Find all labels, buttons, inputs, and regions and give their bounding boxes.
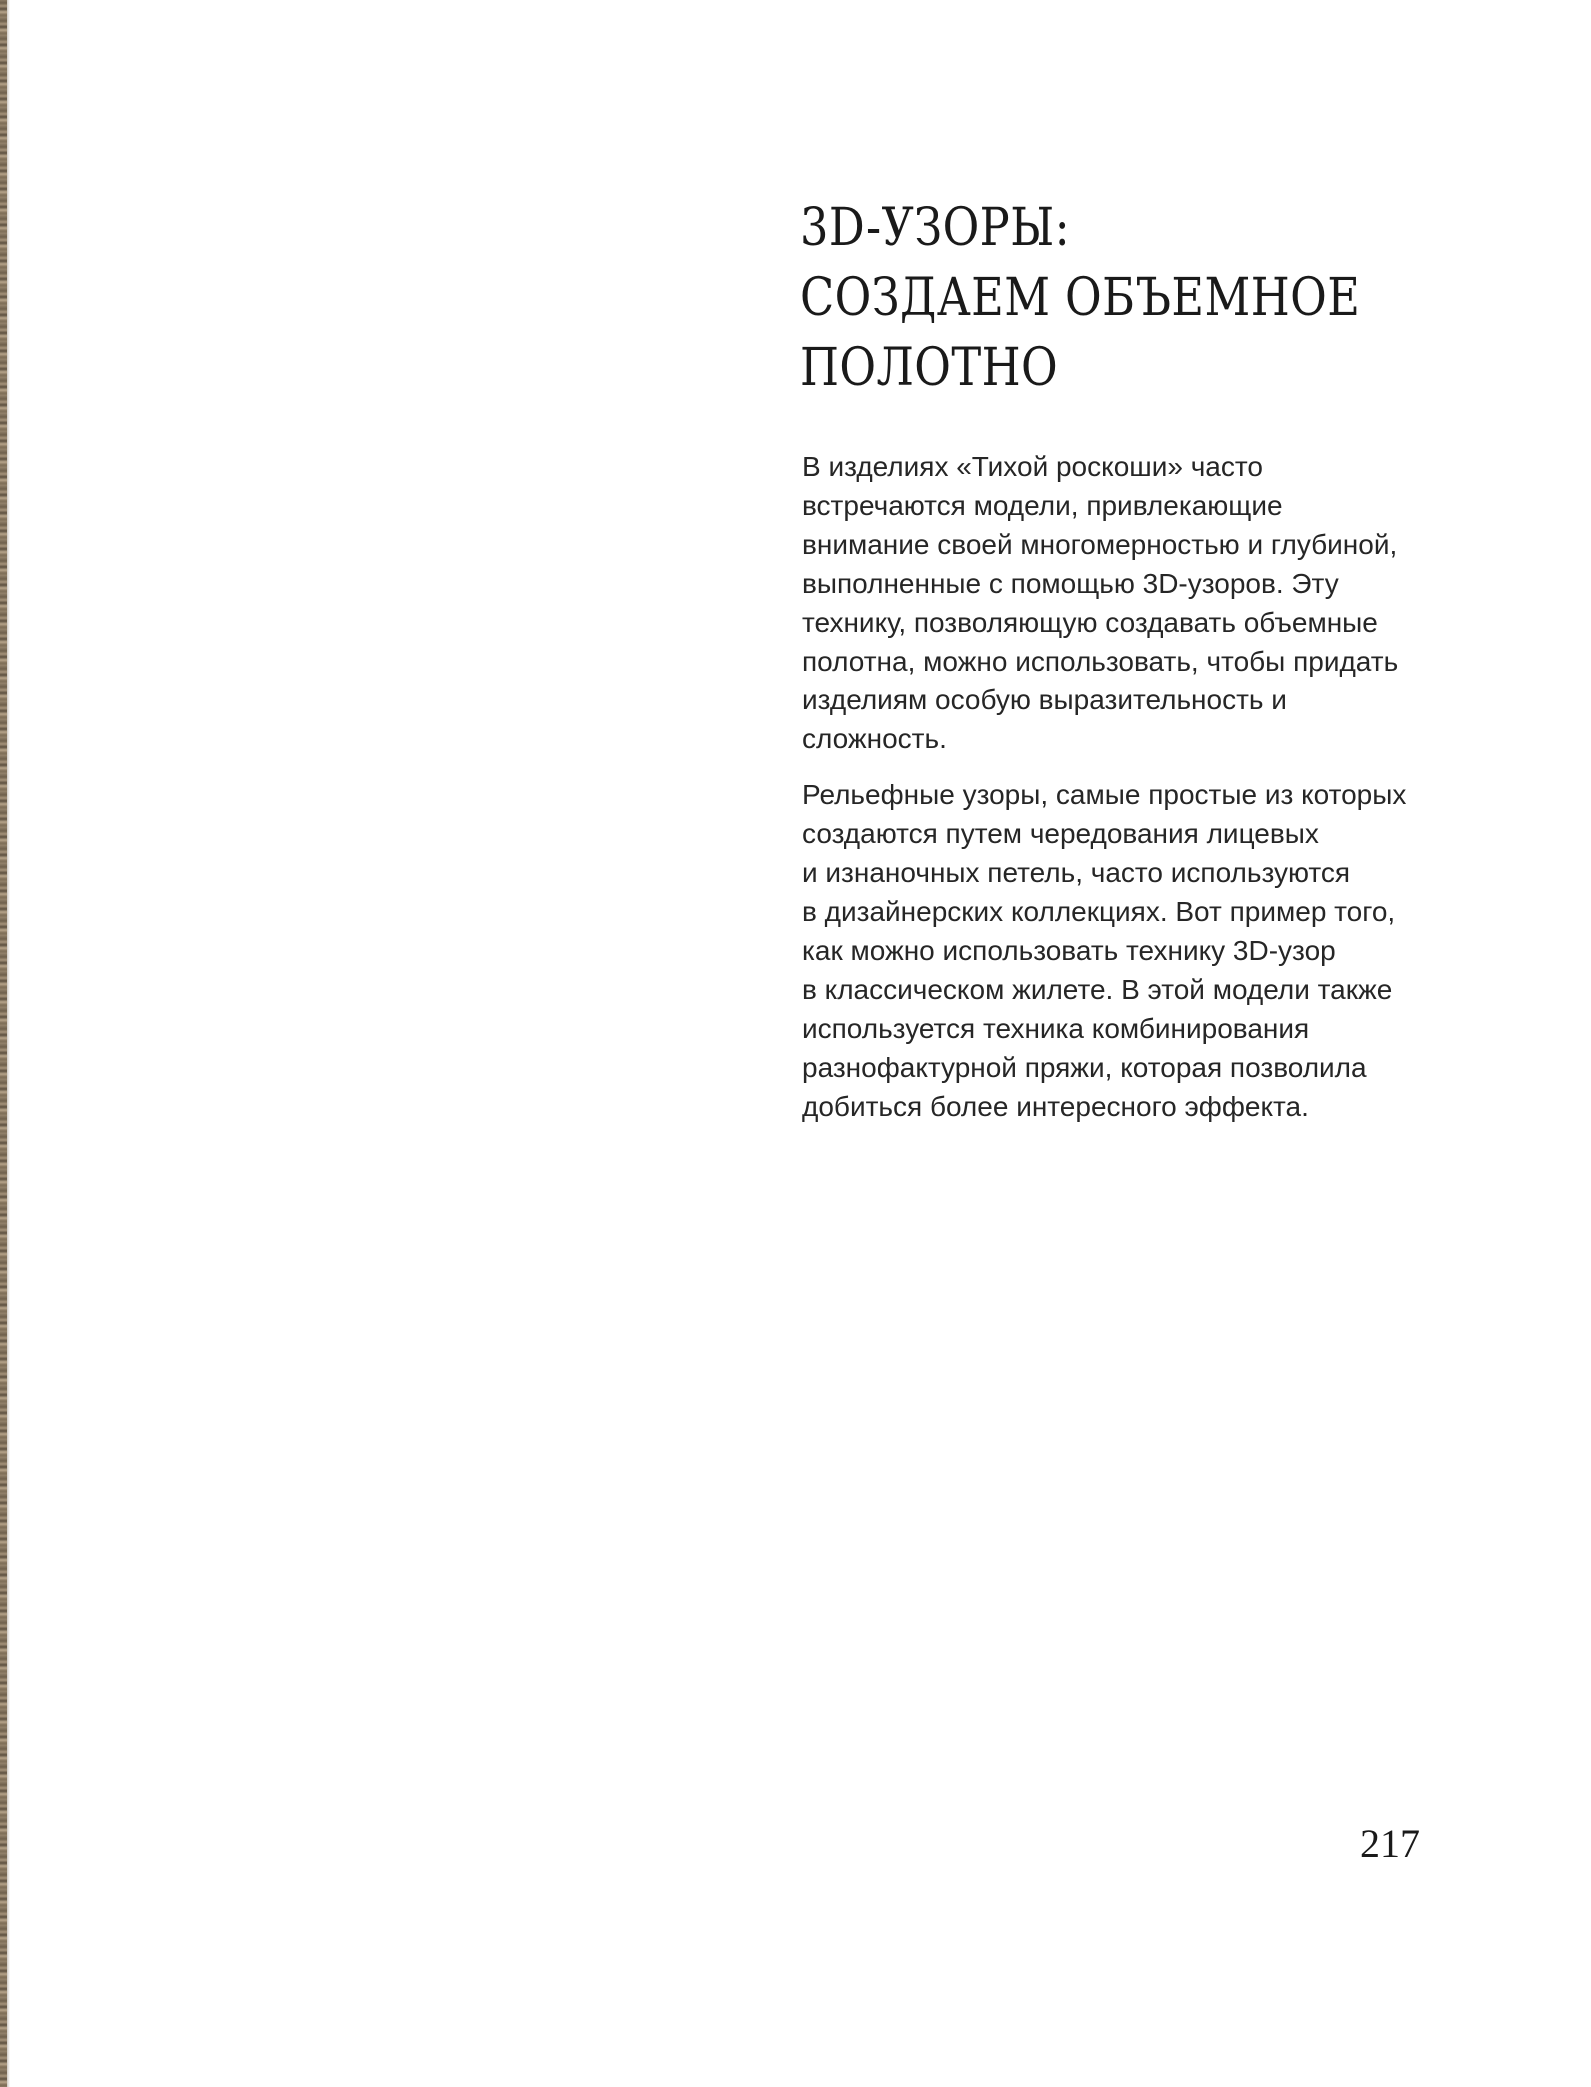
text-line: разнофактурной пряжи, которая позволила <box>802 1051 1367 1083</box>
page-edge <box>0 0 7 2087</box>
page-title <box>800 193 1419 403</box>
text-line: добиться более интересного эффекта. <box>802 1090 1309 1122</box>
text-line: технику, позволяющую создавать объемные <box>802 606 1378 638</box>
text-line: изделиям особую выразительность и <box>802 684 1287 716</box>
page-number: 217 <box>1360 1821 1420 1866</box>
paragraph <box>802 776 1407 1126</box>
text-line: и изнаночных петель, часто используются <box>802 857 1351 889</box>
text-line: В изделиях «Тихой роскоши» часто <box>802 451 1263 482</box>
text-line: Рельефные узоры, самые простые из которых <box>802 779 1407 811</box>
title-line: ПОЛОТНО <box>800 338 1059 398</box>
text-line: в дизайнерских коллекциях. Вот пример того, <box>802 895 1396 927</box>
title-line: СОЗДАЕМ ОБЪЕМНОЕ <box>800 268 1361 328</box>
text-line: используется техника комбинирования <box>802 1012 1310 1044</box>
text-line: выполненные с помощью 3D-узоров. Эту <box>802 567 1339 599</box>
text-line: полотна, можно использовать, чтобы придать <box>802 645 1399 677</box>
text-line: создаются путем чередования лицевых <box>802 818 1319 850</box>
text-line: как можно использовать технику 3D-узор <box>802 934 1336 966</box>
body-text <box>802 448 1407 1143</box>
paragraph <box>802 448 1402 759</box>
text-line: внимание своей многомерностью и глубиной, <box>802 528 1398 560</box>
text-line: сложность. <box>802 723 947 755</box>
text-line: в классическом жилете. В этой модели также <box>802 973 1393 1005</box>
title-line: 3D-УЗОРЫ: <box>800 198 1071 258</box>
text-line: встречаются модели, привлекающие <box>802 489 1283 521</box>
